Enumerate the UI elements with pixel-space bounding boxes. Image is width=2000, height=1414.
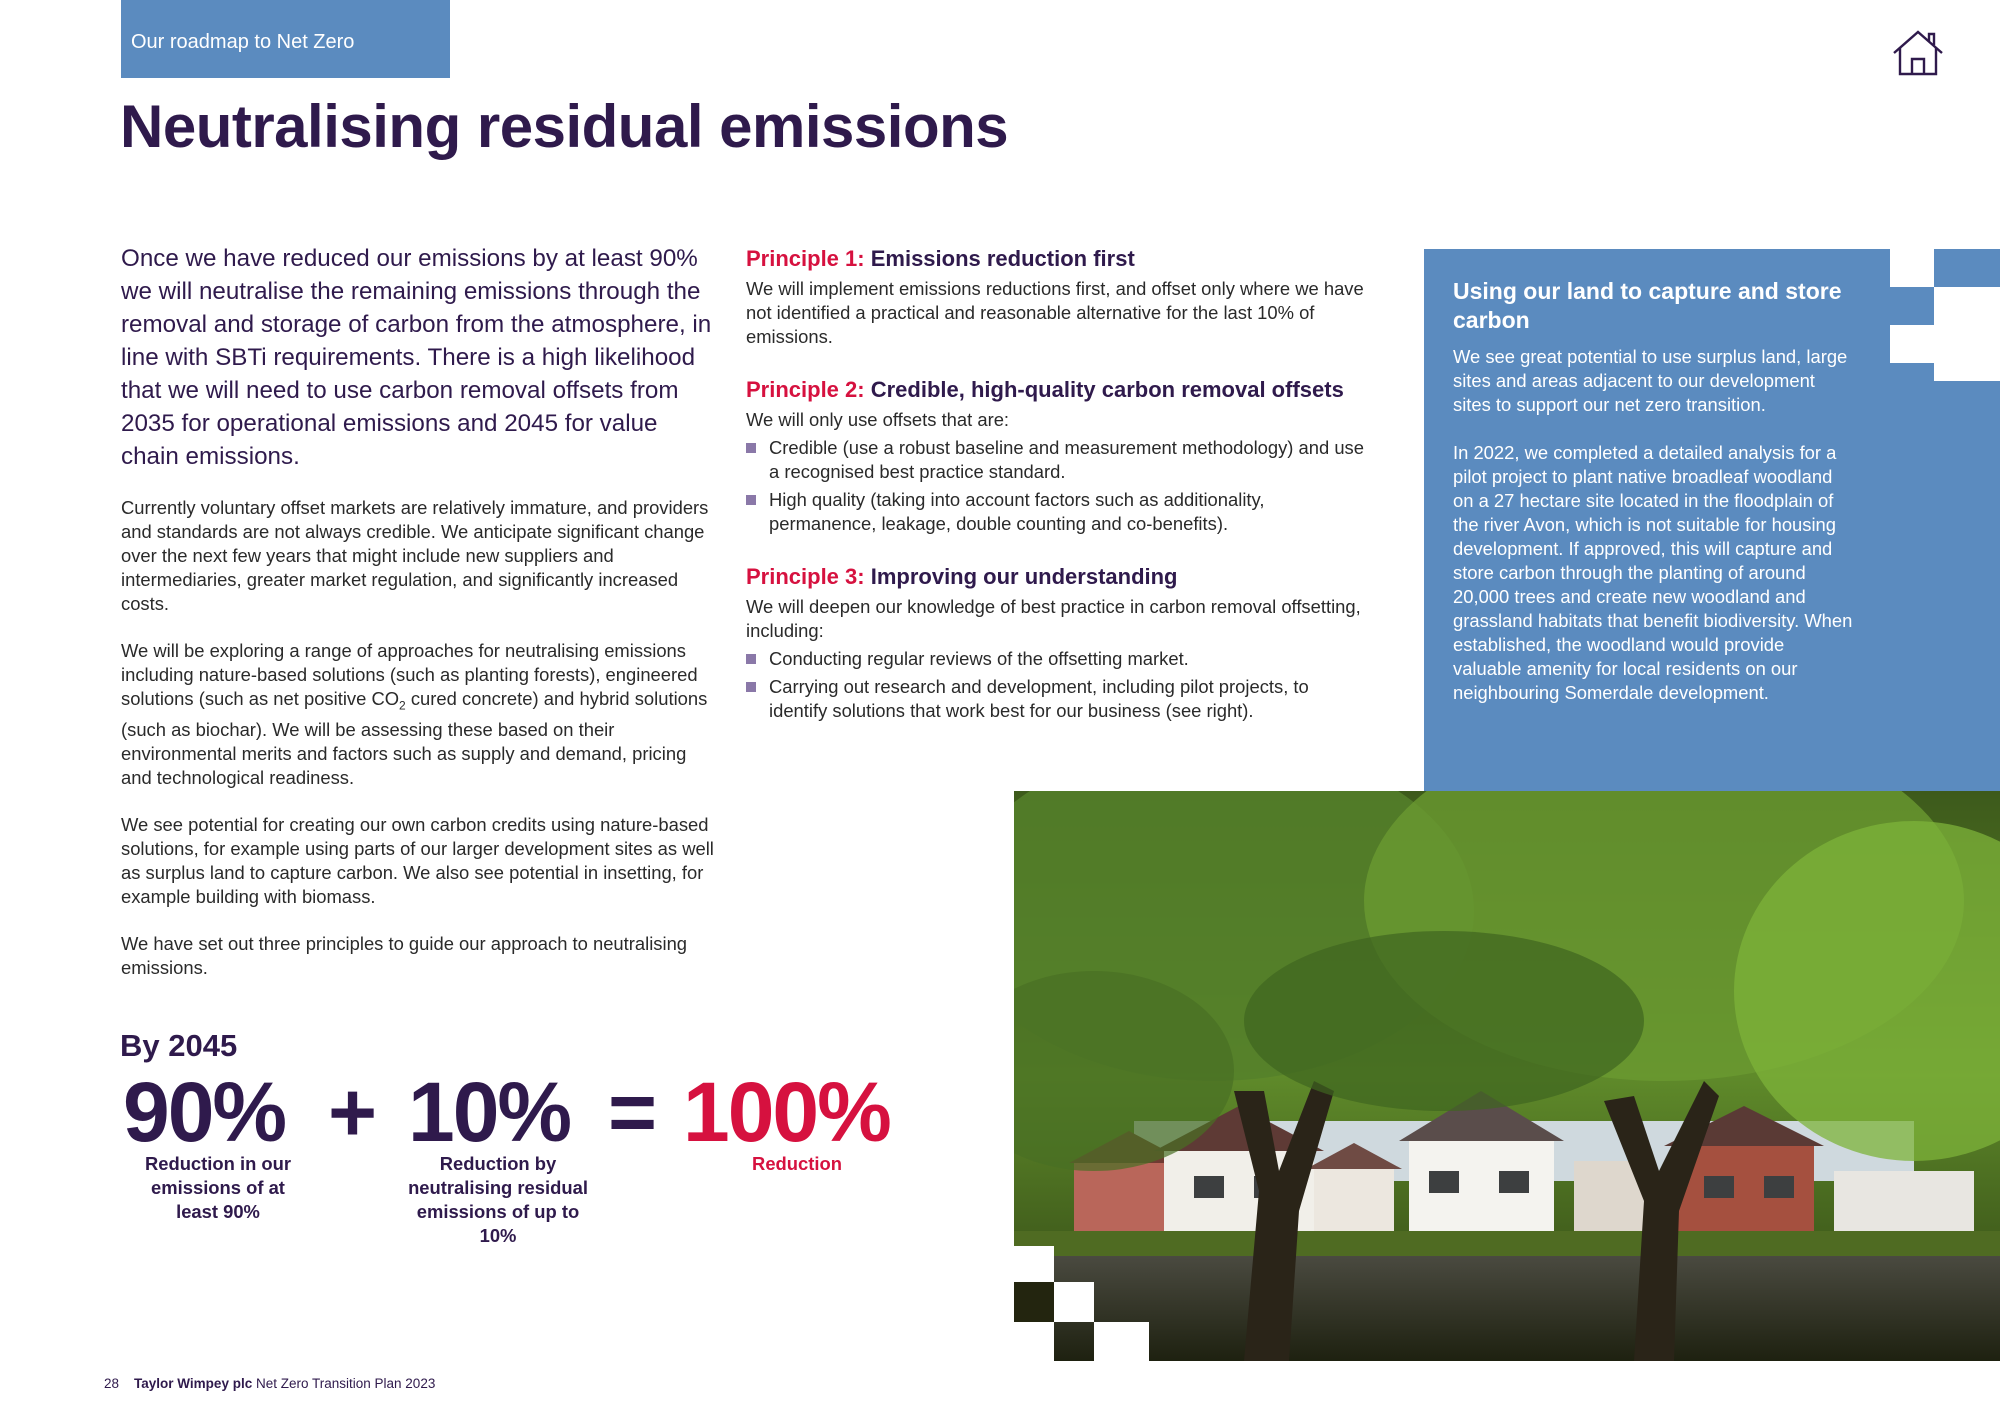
list-item-text: Credible (use a robust baseline and measurement methodology) and use a recognised best practice standard. — [769, 437, 1364, 482]
equation-equals: = — [608, 1065, 656, 1159]
principle-title: Credible, high-quality carbon removal offsets — [870, 377, 1344, 402]
body-text: We will be exploring a range of approaches for neutralising emissions including nature-based solutions (such as planting forests), engineered solutions (such as net positive CO — [121, 640, 698, 709]
list-item-text: High quality (taking into account factors such as additionality, permanence, leakage, double counting and co-benefits). — [769, 489, 1265, 534]
decorative-square — [1014, 1246, 1054, 1282]
list-item-text: Conducting regular reviews of the offsetting market. — [769, 648, 1189, 669]
equation-heading: By 2045 — [120, 1028, 238, 1063]
page-number: 28 — [104, 1376, 120, 1391]
body-paragraph: We see potential for creating our own carbon credits using nature-based solutions, for example using parts of our larger development sites as well as surplus land to capture carbon. We also see potential in insetting, for example building with biomass. — [121, 813, 714, 907]
principle-heading — [746, 375, 1366, 404]
case-study-title: Using our land to capture and store carbon — [1453, 278, 1842, 333]
principle-title: Emissions reduction first — [870, 246, 1135, 271]
list-item — [746, 436, 1366, 484]
page-title: Neutralising residual emissions — [120, 93, 1009, 160]
decorative-square — [1014, 1282, 1054, 1322]
section-tab[interactable] — [121, 0, 450, 78]
principle-title: Improving our understanding — [870, 564, 1178, 589]
equation-result-100: 100% — [683, 1065, 890, 1159]
principle-text: We will only use offsets that are: — [746, 409, 1010, 430]
decorative-square — [1934, 325, 2000, 381]
footer-company: Taylor Wimpey plc — [134, 1376, 253, 1391]
page-footer — [104, 1376, 435, 1391]
decorative-square — [1014, 1322, 1054, 1361]
list-item — [746, 488, 1366, 536]
equation-plus: + — [328, 1065, 376, 1159]
equation-term-90: 90% — [123, 1065, 286, 1159]
body-paragraph — [121, 639, 721, 790]
case-study-box — [1424, 249, 2000, 791]
case-study-paragraph: In 2022, we completed a detailed analysis for a pilot project to plant native broadleaf woodland on a 27 hectare site located in the floodplain of the river Avon, which is not suitable for housing development. If approved, this will capture and store carbon through the planting of around 20,000 trees and create new woodland and grassland habitats that benefit biodiversity. When established, the woodland would provide valuable amenity for local residents on our neighbouring Somerdale development. — [1453, 442, 1853, 703]
decorative-square — [1890, 325, 1934, 363]
equation-caption-3: Reduction — [752, 1153, 842, 1174]
case-study-content — [1453, 277, 1853, 729]
principle-text: We will deepen our knowledge of best practice in carbon removal offsetting, including: — [746, 596, 1361, 641]
list-item — [746, 675, 1366, 723]
principle-number: Principle 1: — [746, 246, 865, 271]
tree-houses-photo — [1014, 791, 2000, 1361]
bullet-square-icon — [746, 443, 756, 453]
bullet-list — [746, 436, 1366, 536]
principle-1 — [746, 244, 1366, 349]
body-column — [121, 496, 721, 1003]
decorative-square — [1094, 1322, 1149, 1361]
decorative-square — [1890, 249, 1934, 287]
principle-2 — [746, 375, 1366, 536]
bullet-square-icon — [746, 654, 756, 664]
body-text: cured concrete) and hybrid solutions (such as biochar). We will be assessing these based on their environmental merits and factors such as supply and demand, pricing and technological readiness. — [121, 688, 708, 788]
decorative-square — [1054, 1282, 1094, 1322]
principle-number: Principle 3: — [746, 564, 865, 589]
case-study-paragraph: We see great potential to use surplus land, large sites and areas adjacent to our development sites to support our net zero transition. — [1453, 346, 1848, 415]
body-paragraph: Currently voluntary offset markets are relatively immature, and providers and standards are not always credible. We anticipate significant change over the next few years that might include new suppliers and intermediaries, greater market regulation, and significantly increased costs. — [121, 497, 709, 614]
principle-number: Principle 2: — [746, 377, 865, 402]
body-paragraph: We have set out three principles to guide our approach to neutralising emissions. — [121, 932, 688, 978]
principle-text: We will implement emissions reductions first, and offset only where we have not identified a practical and reasonable alternative for the last 10% of emissions. — [746, 278, 1364, 347]
intro-paragraph: Once we have reduced our emissions by at least 90% we will neutralise the remaining emissions through the removal and storage of carbon from the atmosphere, in line with SBTi requirements. There is a high likelihood that we will need to use carbon removal offsets from 2035 for operational emissions and 2045 for value chain emissions. — [121, 245, 712, 470]
bullet-square-icon — [746, 682, 756, 692]
section-tab-label: Our roadmap to Net Zero — [131, 31, 355, 53]
bullet-square-icon — [746, 495, 756, 505]
equation-term-10: 10% — [408, 1065, 571, 1159]
equation-caption-1: Reduction in our emissions of at least 90% — [144, 1153, 292, 1222]
list-item-text: Carrying out research and development, including pilot projects, to identify solutions that work best for our business (see right). — [769, 676, 1309, 721]
decorative-square — [1934, 287, 2000, 325]
equation-caption-2: Reduction by neutralising residual emissions of up to 10% — [408, 1153, 588, 1246]
bullet-list — [746, 647, 1366, 723]
footer-doc-title: Net Zero Transition Plan 2023 — [255, 1376, 436, 1391]
home-icon[interactable] — [1891, 28, 1945, 78]
principle-heading — [746, 562, 1366, 591]
subscript: 2 — [399, 698, 406, 713]
principle-heading — [746, 244, 1366, 273]
list-item — [746, 647, 1366, 671]
principles-column — [746, 244, 1366, 749]
principle-3 — [746, 562, 1366, 723]
